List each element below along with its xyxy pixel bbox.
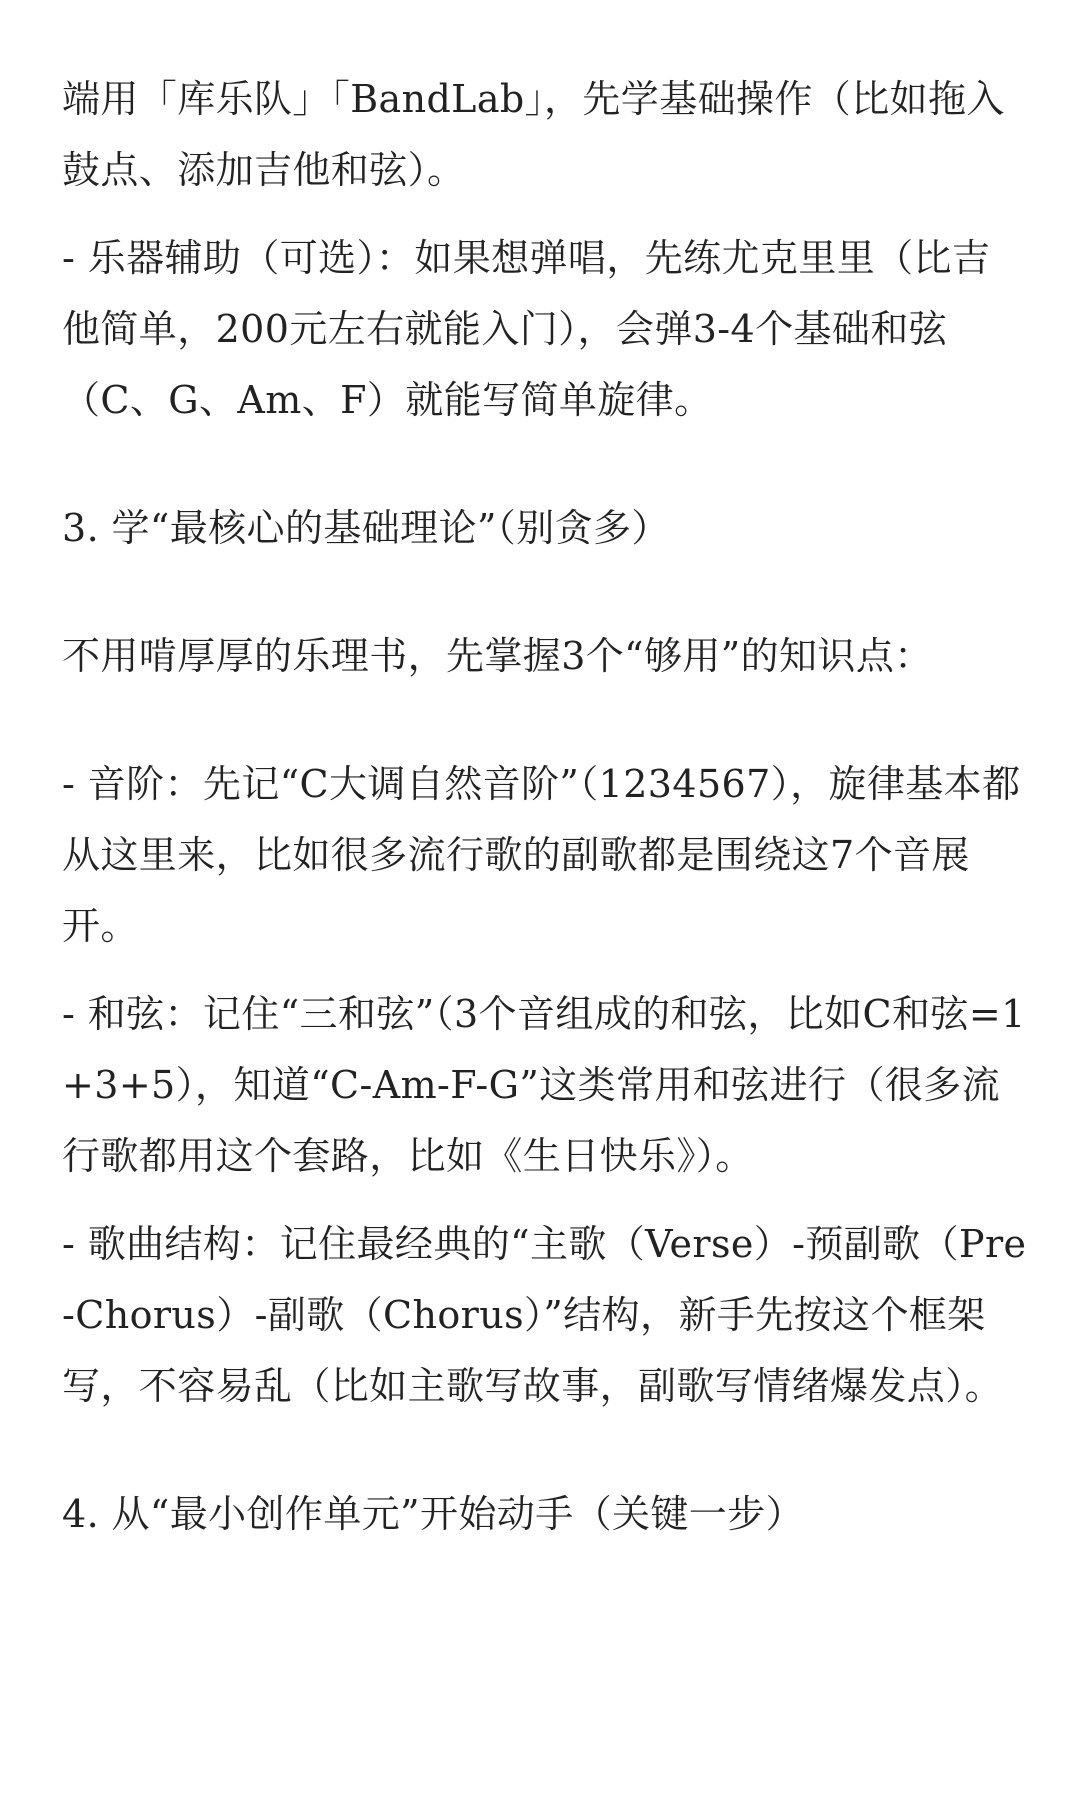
section-heading-3: 3. 学“最核心的基础理论”（别贪多） (62, 506, 670, 550)
paragraph-song-structure: - 歌曲结构：记住最经典的“主歌（Verse）-预副歌（Pre-Chorus）-副歌（Chorus）”结构，新手先按这个框架写，不容易乱（比如主歌写故事，副歌写情绪爆发点）。 (62, 1222, 1027, 1408)
paragraph-chords: - 和弦：记住“三和弦”（3个音组成的和弦，比如C和弦=1+3+5），知道“C-Am-F-G”这类常用和弦进行（很多流行歌都用这个套路，比如《生日快乐》）。 (62, 992, 1026, 1178)
paragraph-instrument-aid: - 乐器辅助（可选）：如果想弹唱，先练尤克里里（比吉他简单，200元左右就能入门），会弹3-4个基础和弦（C、G、Am、F）就能写简单旋律。 (62, 236, 991, 422)
section-heading-4: 4. 从“最小创作单元”开始动手（关键一步） (62, 1492, 804, 1536)
paragraph-daw-basics: 端用「库乐队」「BandLab」，先学基础操作（比如拖入鼓点、添加吉他和弦）。 (62, 77, 1005, 192)
article-body (62, 64, 1028, 1550)
paragraph-scale: - 音阶：先记“C大调自然音阶”（1234567），旋律基本都从这里来，比如很多流行歌的副歌都是围绕这7个音展开。 (62, 762, 1021, 948)
paragraph-theory-intro: 不用啃厚厚的乐理书，先掌握3个“够用”的知识点： (62, 634, 933, 678)
